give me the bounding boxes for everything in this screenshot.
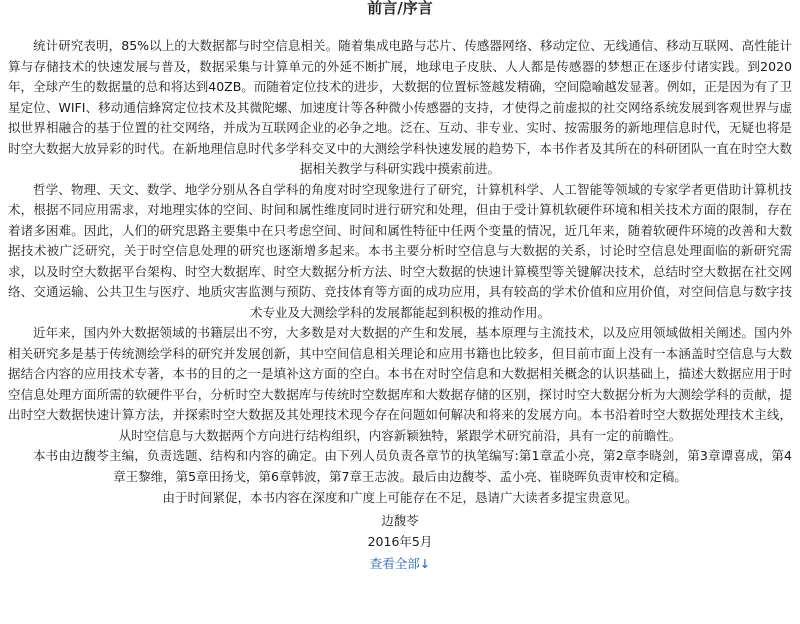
paragraph-3: 近年来，国内外大数据领域的书籍层出不穷，大多数是对大数据的产生和发展，基本原理与主流技术，以及应用领域做相关阐述。国内外相关研究多是基于传统测绘学科的研究并发展创新，其中空间信息相关理论和应用书籍也比较多，但目前市面上没有一本涵盖时空信息与大数据结合内容的应用技术专著，本书的目的之一是填补这方面的空白。本书在对时空信息和大数据相关概念的认识基础上，描述大数据应用于时空信息处理方面所需的软硬件平台，分析时空大数据库与传统时空数据库和大数据存储的区别，探讨时空大数据分析为大测绘学科的贡献，提出时空大数据快速计算方法，并探索时空大数据及其处理技术现今存在问题如何解决和将来的发展方向。本书沿着时空大数据处理技术主线，从时空信息与大数据两个方向进行结构组织，内容新颖独特，紧跟学术研究前沿，具有一定的前瞻性。 xyxy=(8,325,792,443)
show-all-container xyxy=(8,553,792,575)
paragraph-4: 本书由边馥苓主编，负责选题、结构和内容的确定。由下列人员负责各章节的执笔编写:第1章孟小亮，第2章李晓剑，第3章谭喜成，第4章王黎维，第5章田扬戈，第6章韩波，第7章王志波。最后由边馥苓、孟小亮、崔晓晖负责审校和定稿。 xyxy=(33,448,792,484)
preface-body xyxy=(8,36,792,552)
preface-date: 2016年5月 xyxy=(367,534,433,549)
paragraph-2: 哲学、物理、天文、数学、地学分别从各自学科的角度对时空现象进行了研究，计算机科学、人工智能等领域的专家学者更借助计算机技术，根据不同应用需求，对地理实体的空间、时间和属性维度同时进行研究和处理，但由于受计算机软硬件环境和相关技术方面的限制，存在着诸多困难。因此，人们的研究思路主要集中在只考虑空间、时间和属性特征中任两个变量的情况，近几年来，随着软硬件环境的改善和大数据技术被广泛研究，关于时空信息处理的研究也逐渐增多起来。本书主要分析时空信息与大数据的关系，讨论时空信息处理面临的新研究需求，以及时空大数据平台架构、时空大数据库、时空大数据分析方法、时空大数据的快速计算模型等关键解决技术，总结时空大数据在社交网络、交通运输、公共卫生与医疗、地质灾害监测与预防、竞技体育等方面的成功应用，具有较高的学术价值和应用价值，对空间信息与数字技术专业及大测绘学科的发展都能起到积极的推动作用。 xyxy=(8,181,792,320)
closing-note: 由于时间紧促，本书内容在深度和广度上可能存在不足，恳请广大读者多提宝贵意见。 xyxy=(162,490,638,505)
show-all-link[interactable]: 查看全部↓ xyxy=(369,556,431,571)
author-signature: 边馥苓 xyxy=(381,513,419,528)
page-title: 前言/序言 xyxy=(367,0,433,17)
paragraph-1: 统计研究表明，85%以上的大数据都与时空信息相关。随着集成电路与芯片、传感器网络、移动定位、无线通信、移动互联网、高性能计算与存储技术的快速发展与普及，数据采集与计算单元的外延不断扩展，地球电子皮肤、人人都是传感器的梦想正在逐步付诸实践。到2020年，全球产生的数据量的总和将达到40ZB。而随着定位技术的进步，大数据的位置标签越发精确，空间隐喻越发显著。例如，正是因为有了卫星定位、WIFI、移动通信蜂窝定位技术及其微陀螺、加速度计等各种微小传感器的支持，才使得之前虚拟的社交网络系统发展到客观世界与虚拟世界相融合的基于位置的社交网络，并成为互联网企业的必争之地。泛在、互动、非专业、实时、按需服务的新地理信息时代，无疑也将是时空大数据大放异彩的时代。在新地理信息时代多学科交叉中的大测绘学科快速发展的趋势下，本书作者及其所在的科研团队一直在时空大数据相关教学与科研实践中摸索前进。 xyxy=(8,38,792,176)
